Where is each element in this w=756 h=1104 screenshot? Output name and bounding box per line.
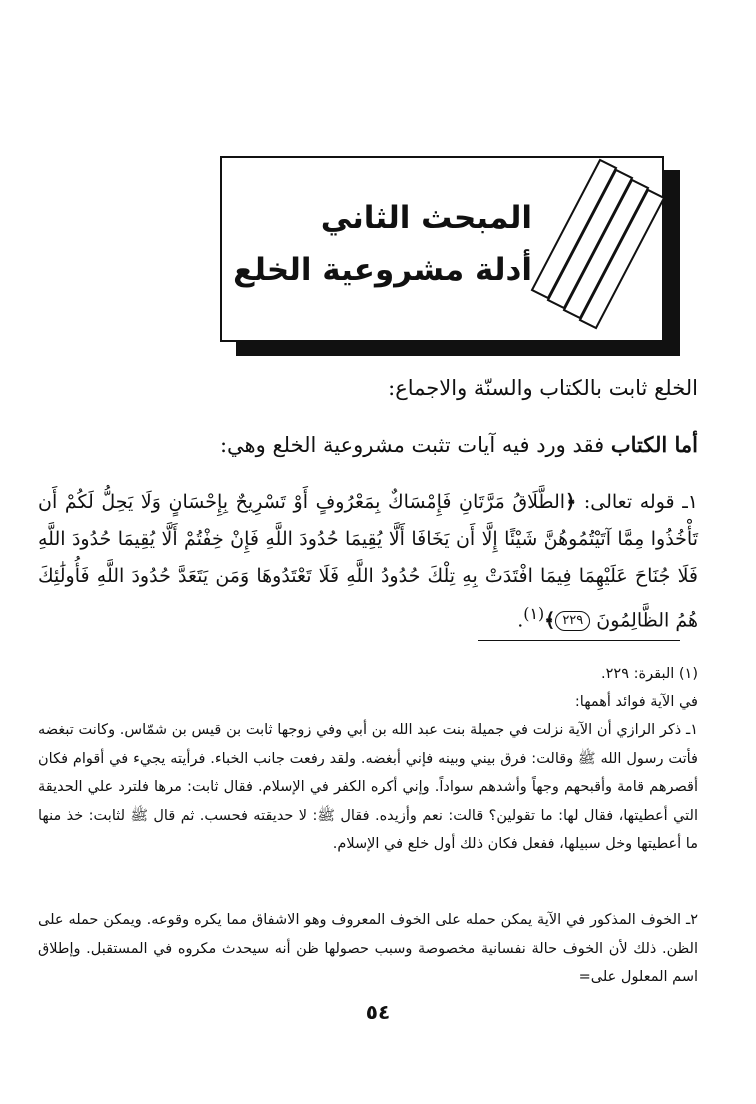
footnote-paragraph-2: ٢ـ الخوف المذكور في الآية يمكن حمله على الخوف المعروف وهو الاشفاق مما يكره وقوعه. ويمكن حمله على الظن. ذلك لأن الخوف حالة نفسانية مخصوصة وسبب حصولها ظن أنه سيحدث مكروه في المستقبل. وإطلاق اسم المعلول على= [38,912,698,985]
page-number: ٥٤ [365,1000,391,1024]
book-evidence-intro [58,432,698,457]
section-title: المبحث الثاني [320,200,532,236]
verse-end: . [517,609,524,632]
footnote-separator [478,640,680,641]
verse-text: الطَّلَاقُ مَرَّتَانِ فَإِمْسَاكٌ بِمَعْرُوفٍ أَوْ تَسْرِيحٌ بِإِحْسَانٍ وَلَا يَحِلُّ لَكُمْ أَن تَأْخُذُوا مِمَّا آتَيْتُمُوهُنَّ شَيْئًا إِلَّا أَن يَخَافَا أَلَّا يُقِيمَا حُدُودَ اللَّهِ فَإِنْ خِفْتُمْ أَلَّا يُقِيمَا حُدُودَ اللَّهِ فَلَا جُنَاحَ عَلَيْهِمَا فِيمَا افْتَدَتْ بِهِ تِلْكَ حُدُودُ اللَّهِ فَلَا تَعْتَدُوهَا وَمَن يَتَعَدَّ حُدُودَ اللَّهِ فَأُولَٰئِكَ هُمُ الظَّالِمُونَ [38,491,698,632]
book-text: فقد ورد فيه آيات تثبت مشروعية الخلع وهي: [219,433,611,457]
footnote-ref: (١) [523,604,545,623]
quran-verse [38,484,698,639]
footnote-1-source: (١) البقرة: ٢٢٩. [601,666,698,682]
book-label: أما الكتاب [610,432,698,457]
verse-lead: ١ـ قوله تعالى: [576,491,698,513]
verse-open-bracket: ﴿ [565,491,577,513]
stacked-pages-ornament [520,150,680,340]
verse-close-bracket: ﴾ [544,609,556,632]
footnote-heading: في الآية فوائد أهمها: [574,694,698,710]
section-subtitle: أدلة مشروعية الخلع [233,252,532,288]
intro-paragraph: الخلع ثابت بالكتاب والسنّة والاجماع: [388,376,698,400]
footnote-paragraph-1: ١ـ ذكر الرازي أن الآية نزلت في جميلة بنت عبد الله بن أبي وفي زوجها ثابت بن قيس بن شمّاس. وكانت تبغضه فأتت رسول الله ﷺ وقالت: فرق بيني وبينه فإني أبغضه. ولقد رفعت جانب الخباء. فرأيته يجيء في أقوام فكان أقصرهم قامة وأقبحهم وجهاً وأشدهم سواداً. وإني أكره الكفر في الإسلام. فقال ثابت: مرها فلترد علي الحديقة التي أعطيتها، فقال لها: ما تقولين؟ قالت: نعم وأزيده. فقال ﷺ: لا حديقته فحسب. ثم قال ﷺ لثابت: خذ منها ما أعطيتها وخل سبيلها، ففعل فكان ذلك أول خلع في الإسلام. [38,722,698,852]
ayah-number-badge: ٢٢٩ [555,611,590,631]
